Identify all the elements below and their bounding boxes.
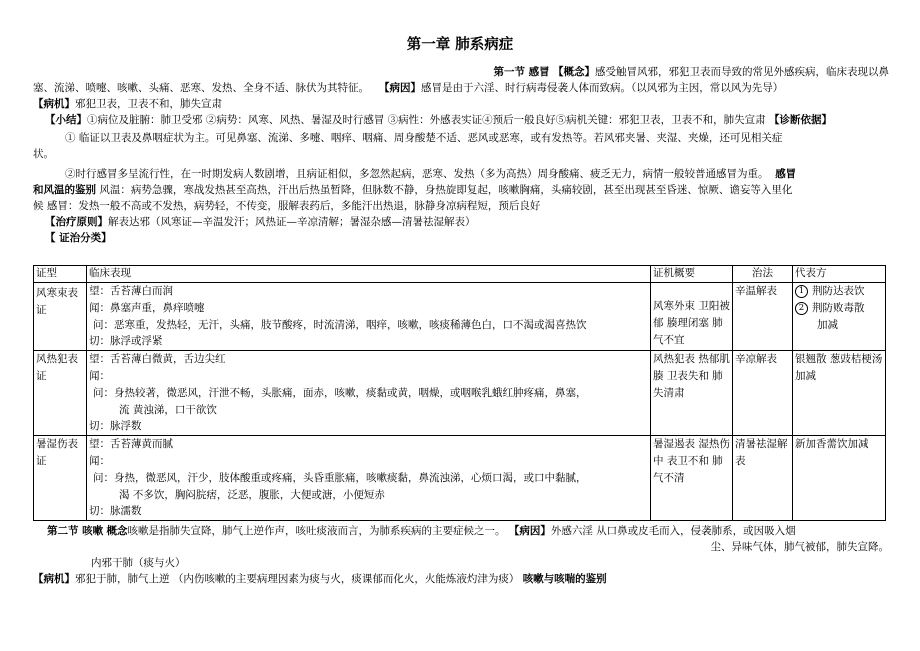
section-2-concept-line [33, 523, 889, 539]
diff-line-2 [33, 198, 889, 214]
number-2: 2 [795, 302, 808, 315]
treatment-line [33, 214, 889, 230]
table-row [34, 283, 886, 351]
clinical-line: 问：身热，微恶风，汗少，肢体酸重或疼痛，头昏重胀痛，咳嗽痰黏，鼻流浊涕，心烦口渴，或口中黏腻， [93, 471, 587, 484]
clinical-line: 流 黄浊涕，口干欲饮 [119, 403, 217, 416]
formula-line [795, 300, 883, 317]
section-2-inner-line [33, 555, 889, 571]
row-mechanism: 暑湿遏表 湿热伤中 表卫不和 肺气不清 [651, 436, 733, 521]
row-mechanism: 风寒外束 卫阳被郁 腠理闭塞 肺气不宜 [651, 283, 733, 351]
number-1: 1 [795, 285, 808, 298]
diagnosis-label: 【诊断依据】 [769, 114, 833, 126]
row-clinical [87, 283, 651, 351]
diagnosis-text-1b: 状。 [33, 148, 54, 160]
section-1-heading: 第一节 感冒 [493, 66, 550, 78]
clinical-line: 切：脉浮数 [89, 420, 142, 433]
header-formula: 代表方 [793, 266, 886, 283]
row-method: 辛凉解表 [733, 351, 793, 436]
mechanism-label: 【病机】 [33, 98, 75, 110]
section-1-intro [33, 64, 889, 246]
diagnosis-point-1 [33, 130, 889, 146]
concept-line-2 [33, 80, 889, 96]
diagnosis-text-2: ②时行感冒多呈流行性，在一时期发病人数剧增，且病证相似，多忽然起病，恶寒、发热（多为高热）周身酸痛、疲乏无力，病情一般较普通感冒为重。 [65, 168, 769, 180]
formula-1: 荆防达表饮 [812, 285, 865, 297]
concept-label: 【概念】 [553, 66, 595, 78]
row-clinical [87, 436, 651, 521]
section-2-cause-line-2 [33, 539, 889, 555]
header-method: 治法 [733, 266, 793, 283]
cause-text: 感冒是由于六淫、时行病毒侵袭人体而致病。（以风邪为主因，常以风为先导） [421, 82, 784, 94]
concept-line [33, 64, 889, 80]
summary-text: ①病位及脏腑：肺卫受邪 ②病势：风寒、风热、暑湿及时行感冒 ③病性：外感表实证④预后一般良好⑤病机关键：邪犯卫表，卫表不和，肺失宣肃 [87, 114, 766, 126]
section-2-concept-label: 概念 [106, 525, 128, 537]
clinical-line: 闻： [89, 454, 110, 467]
row-type: 风热犯表证 [34, 351, 87, 436]
diff-text-2: 候 感冒：发热一般不高或不发热，病势轻，不传变，服解表药后，多能汗出热退，脉静身凉病程短，预后良好 [33, 200, 541, 212]
classification-line [33, 230, 889, 246]
row-mechanism: 风热犯表 热郁肌腠 卫表失和 肺失清肃 [651, 351, 733, 436]
row-formula: 银翘散 葱豉桔梗汤加减 [793, 351, 886, 436]
clinical-line: 问：身热较著，微恶风，汗泄不畅，头胀痛，面赤，咳嗽，痰黏或黄，咽燥，或咽喉乳蛾红肿疼痛，鼻塞， [93, 386, 587, 399]
section-2-cause-label: 【病因】 [508, 525, 551, 537]
clinical-line: 望：舌苔薄黄而腻 [89, 438, 173, 451]
diagnosis-text-1: ① 临证以卫表及鼻咽症状为主。可见鼻塞、流涕、多嚏、咽痒、咽痛、周身酸楚不适、恶风或恶寒，或有发热等。若风邪夹暑、夹湿、夹燥，还可见相关症 [65, 132, 783, 144]
section-2-mechanism-label: 【病机】 [33, 573, 75, 585]
clinical-line: 切：脉濡数 [89, 505, 142, 518]
formula-2: 荆防败毒散 [812, 301, 865, 314]
diff-line [33, 182, 889, 198]
treatment-text: 解表达邪（风寒证—辛温发汗；风热证—辛凉清解；暑湿杂感—清暑祛湿解表） [108, 216, 476, 228]
mechanism-text: 邪犯卫表，卫表不和，肺失宣肃 [75, 98, 222, 110]
mechanism-line [33, 96, 889, 112]
section-2-cause-text-2: 尘、异味气体，肺气被郁，肺失宣降。 [710, 541, 889, 553]
row-type: 风寒束表证 [34, 283, 87, 351]
header-clinical: 临床表现 [87, 266, 651, 283]
table-header-row [34, 266, 886, 283]
diagnosis-point-2 [33, 166, 889, 182]
classification-label: 【 证治分类】 [45, 232, 112, 244]
row-clinical [87, 351, 651, 436]
section-2-concept-text: 咳嗽是指肺失宣降，肺气上逆作声，咳吐痰液而言，为肺系疾病的主要症候之一。 [127, 525, 506, 537]
summary-label: 【小结】 [45, 114, 87, 126]
clinical-line: 望：舌苔薄白微黄，舌边尖红 [89, 353, 226, 366]
table-row [34, 436, 886, 521]
concept-text-2: 塞、流涕、喷嚏、咳嗽、头痛、恶寒、发热、全身不适、脉伏为其特征。 [33, 82, 369, 94]
concept-text: 感受触冒风邪，邪犯卫表而导致的常见外感疾病，临床表现以鼻 [595, 66, 889, 78]
diagnosis-point-1b [33, 146, 889, 162]
section-2-mechanism-line [33, 571, 889, 587]
section-2-heading: 第二节 咳嗽 [47, 525, 104, 537]
clinical-line: 望：舌苔薄白而润 [89, 285, 173, 297]
row-method: 清暑祛湿解表 [733, 436, 793, 521]
clinical-line: 闻： [89, 369, 110, 382]
diff-label-b: 和风温的鉴别 [33, 184, 96, 196]
header-mechanism: 证机概要 [651, 266, 733, 283]
clinical-line: 切：脉浮或浮紧 [89, 335, 163, 348]
diff-text: 风温：病势急骤，寒战发热甚至高热，汗出后热虽暂降，但脉数不静，身热旋即复起，咳嗽胸痛，头痛较剧，甚至出现甚至昏迷、惊厥、谵妄等入里化 [99, 184, 793, 196]
table-row [34, 351, 886, 436]
syndrome-table [33, 265, 886, 521]
cause-label: 【病因】 [379, 82, 422, 94]
section-2 [33, 523, 889, 587]
clinical-line: 问：恶寒重，发热轻，无汗，头痛，肢节酸疼，时流清涕，咽痒，咳嗽，咳痰稀薄色白，口不渴或渴喜热饮 [93, 318, 587, 331]
clinical-line: 渴 不多饮，胸闷脘痞，泛恶，腹胀，大便或溏，小便短赤 [119, 488, 385, 501]
summary-line [33, 112, 889, 128]
row-type: 暑湿伤表证 [34, 436, 87, 521]
section-2-cause-text: 外感六淫 从口鼻或皮毛而入，侵袭肺系，或因吸入烟 [550, 525, 796, 537]
row-method: 辛温解表 [733, 283, 793, 351]
section-2-mechanism-text: 邪犯于肺，肺气上逆 （内伤咳嗽的主要病理因素为痰与火，痰课郁而化火，火能炼液灼津为痰） [75, 573, 520, 585]
section-2-inner: 内邪干肺（痰与火） [91, 557, 186, 569]
diff-label-a: 感冒 [775, 168, 797, 180]
row-formula: 新加香薷饮加减 [793, 436, 886, 521]
row-formula [793, 283, 886, 351]
chapter-title: 第一章 肺系病症 [406, 37, 514, 53]
header-type: 证型 [34, 266, 87, 283]
clinical-line: 闻：鼻塞声重，鼻痒喷嚏 [89, 301, 205, 314]
formula-line [795, 283, 883, 300]
section-2-diff-title: 咳嗽与咳喘的鉴别 [522, 573, 607, 585]
formula-line: 加减 [817, 318, 838, 331]
treatment-label: 【治疗原则】 [45, 216, 108, 228]
